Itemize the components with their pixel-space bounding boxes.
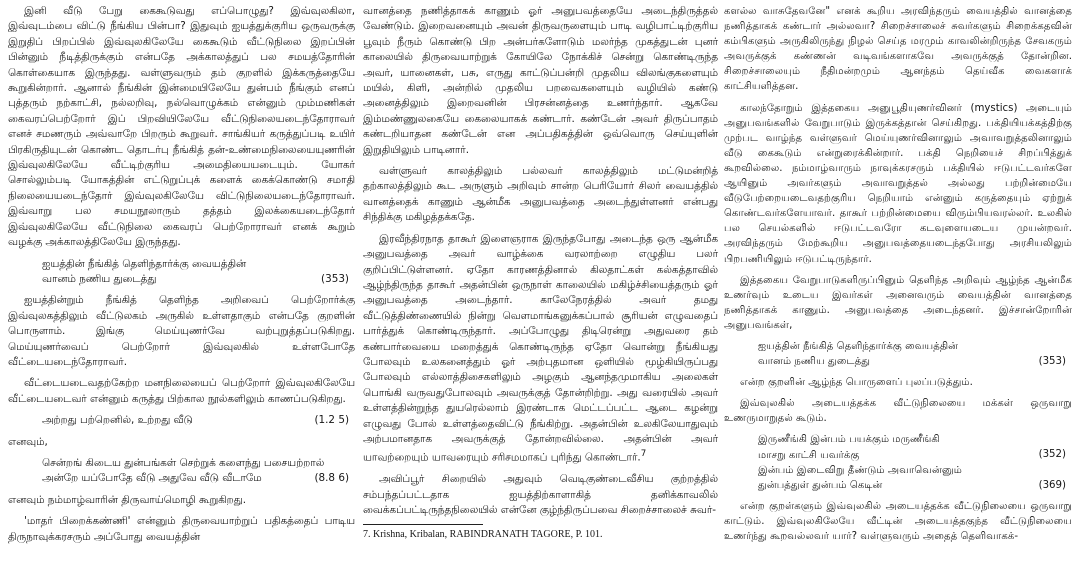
verse-number: (352) — [1038, 449, 1066, 461]
paragraph: வள்ளுவர் காலத்திலும் பல்லவர் காலத்திலும் மட்டுமன்றித் தற்காலத்திலும் கூட அருளும் அறிவும் சான்ற பெரியோர் சிலர் வையத்தில் வானத்தைக் காணும் ஆன்மீக அனுபவத்தை அடைந்துள்ளனர் என்பது சிந்திக்கு மகிழத்தக்கதே. — [363, 165, 718, 224]
paragraph-text: இரவீந்திரநாத தாகூர் இளைஞராக இருந்தபோது அடைந்த ஒரு ஆன்மீக அனுபவத்தை அவர் வாழ்க்கை வரலாற்றை எழுதிய பலர் குறிப்பிட்டுள்ளனர். ஏதோ காரணத்தினால் கிலதாட்கள் கல்கத்தாவில் ஆழ்ந்திருந்த தாகூர் அதன்பின் ஒருநாள் காலையில் மகிழ்ச்சியைத்தரும் ஓர் அனுபவத்தை அடைந்தார். காலேநேரத்தில் அவர் தமது வீட்டுத்திண்ணையில் நின்று வெளமாங்கனுக்கப்பால் சூரியன் எழுவதைப் பார்த்துக் கொண்டிருந்தார். அப்போழுது திடிரென்று அதுவரை தம் கண்பார்வையை மறைத்துக் கொண்டிருந்த ஏதோ வொன்று நீங்கியது போலவும் உலகனைத்தும் ஓர் அற்புதமான ஒளியில் மூழ்கியிருப்பது போலவும் எல்லாத்திசைகளிலும் அழகும் ஆனந்தமுமாகிய அலைகள் பொங்கி வருவதுபோலவும் அவருக்குத் தோன்றிற்று. அது வரையில் அவர் உள்ளத்தின்றுந்த துயரெல்லாம் இரண்டாக மெட்டப்பட்ட ஆடை கழன்று எழுவது போல் உள்ளத்தைவிட்டு நீங்கிற்று. அதன்பின் உலகிலேயாதுவும் அற்பமானதாக அவருக்குத் தோன்றவில்லை. அதன்பின் அவர் யாவற்றையும் யாவரையும் சரிசமமாகப் புரிந்து கொண்டார். — [363, 232, 718, 464]
verse-line: வானம் நணிய துடைத்து — [42, 272, 157, 285]
verse-number: (1.2 5) — [314, 414, 349, 427]
paragraph: வீட்டையடைவதற்கேற்ற மனநிலையைப் பெற்றோர் இவ்வுலகிலேயே வீட்டையடைவர் என்னும் கருத்து பிற்கால நூல்களிலும் காணப்படுகிறது. — [8, 377, 355, 405]
paragraph: 'மாதர் பிறைக்கண்ணி' என்னும் திருவையாற்றுப் பதிகத்தைப் பாடிய திருநாவுக்கரசரும் அப்போது வையத்தின் — [8, 515, 355, 543]
verse-number: (353) — [1038, 355, 1066, 367]
paragraph: என்ற குறள்களும் இவ்வுலகில் அடையத்தக்க வீட்டுநிலையை ஒருவாறு காட்டும். இவ்வுலகிலேயே வீட்டின் அடையத்தகுந்த வீட்டுநிலையை உணர்ந்து கூறவல்லவர் யார்? வள்ளுவரும் அதைத் தெளிவாகக்- — [724, 500, 1072, 542]
verse-block — [724, 432, 1072, 492]
paragraph: அவிப்பூர் சிறையில் அதுவும் வெடிகுண்டைவீசிய குற்றத்தில் சம்பந்தப்பட்டதாக ஐயத்திற்காளாகித் தனிக்காவலில் வைக்கப்பட்டிருந்தநிலையில் என்னே குழ்ந்திருப்பவை சிறைச்சாலைச் சுவர்- — [363, 473, 718, 517]
verse-line: துன்பத்துள் துன்பம் கெடின் — [758, 479, 883, 491]
verse-line: இருணீங்கி இன்பம் பயக்கும் மருணீங்கி — [758, 434, 940, 446]
verse-line: அற்றது பற்றெனில், உற்றது வீடு — [42, 414, 193, 427]
verse-block — [8, 456, 355, 487]
paragraph: இனி வீடு பேறு கைகூடுவது எப்பொழுது? இவ்வுலகிலா, இவ்வுடம்பை விட்டு நீங்கிய பின்பா? இதுவும் ஐயத்துக்குரிய ஒருவருக்கு இறுதிப் பிறப்பில் இவ்வுலகிலேயே கைகூடும் வீட்டுநிலை இறப்பின் பின்னும் நீடித்திருக்கும் என்பதே அக்காலத்துப் பல சமயத்தோரின் கொள்கையாக இருந்தது. வள்ளுவரும் தம் குறளில் இக்கருத்தையே கூறுகின்றார். ஆனால் நீங்கின் இன்மையிலேயே துன்பம் நீங்கும் எனப் புத்தரும் நற்காட்சி, நல்லறிவு, நல்வொழுக்கம் என்னும் மும்மணிகள் கைவரப்பெற்றோர் இப் பிறவியிலேயே வீட்டுநிலையடைந்தோராவர் எனச் சமணரும் அவ்வாறே பிறரும் கூறுவர். சாங்கியர் கருத்துப்படி உயிர் பிரகிருதியுடன் கொண்ட தொடர்பு நீங்கித் தன்-உண்மைநிலையையுணரின் இவ்வுலகிலேயே வீட்டிற்குரிய அமைதியையடையும். யோகர் சொல்லும்படி யோகத்தின் எட்டுறுப்புக் களைக் கைக்கொண்டு சமாதி நிலையையடைந்தோர் இவ்வுலகிலேயே விட்டுநிலையடைந்தோராவர். இவ்வாறு பல சமயநூலாரும் தத்தம் இலக்கையடைந்தோர் இவ்வுலகிலேயே வீட்டுநிலை கைவரப் பெற்றோராவர் எனக் கூறும் வழக்கு அக்காலத்திலேயே இருந்தது. — [8, 5, 355, 249]
footnote-divider — [363, 524, 483, 525]
column-middle — [363, 4, 718, 541]
paragraph: எனவும், — [8, 435, 48, 448]
footnote: 7. Krishna, Kribalan, RABINDRANATH TAGORE, P. 101. — [363, 529, 603, 541]
column-left — [8, 4, 355, 551]
paragraph — [363, 232, 718, 467]
verse-block — [8, 257, 355, 288]
verse-line: மாசறு காட்சி யவர்க்கு — [758, 449, 860, 461]
paragraph: எனவும் நம்மாழ்வாரின் திருவாய்மொழி கூறுகிறது. — [8, 493, 247, 506]
verse-block — [724, 339, 1072, 369]
verse-number: (369) — [1038, 479, 1066, 491]
paragraph: இத்தகைய வேறுபாடுகளிருப்பினும் தெளிந்த அறிவும் ஆழ்ந்த ஆன்மீக உணர்வும் உடைய இவர்கள் அனைவரும் வையத்தின் வானத்தை நணித்தாகக் காணும். அனுபவத்தை அடைந்தனர். இச்சான்றோரின் அனுபவங்கள், — [724, 274, 1072, 331]
paragraph: இவ்வுலகில் அடையத்தக்க வீட்டுநிலையை மக்கள் ஒருவாறு உணருமாறுதல் கூடும். — [724, 398, 1072, 425]
paragraph: காலந்தோறும் இத்தகைய அனுபூதியுணர்வினர் (mystics) அடையும் அனுபவங்களில் வேறுபாடும் இருக்கத்தான் செய்கிறது. பக்தியியக்கத்திற்கு முற்பட வாழ்ந்த வள்ளுவர் மெய்யுணர்வினாலும் அவாவறுத்தலினாலும் வீடு கைகூடும் என்றுரைக்கின்றார். பக்தி நெறியைச் சிறப்பித்துக் கூறவில்லை. நம்மாழ்வாரும் நாவுக்கரசரும் பக்தியில் ஈடுபட்டவர்களே ஆயினும் அவர்களும் அவாவறுத்தல் அல்லது பற்றின்மையே வீடுபேற்றையடைவதற்குரிய நெறியாம் என்னும் கருத்தையும் ஏற்றுக் கொண்டவர்களேயாவர். தாகூர் பற்றின்மையை விரும்பியவரல்லர். உலகில் பல செயல்களில் ஈடுபட்டவரோ கடவுளையடைய முயன்றவர். அரவிந்தரும் மேற்கூறிய அனுபவத்தையடைந்தபோது அரசியலிலும் பிறபணியிலும் ஈடுபட்டிருந்தார். — [724, 102, 1072, 265]
verse-line: சென்றங் கிடைய துன்பங்கள் செற்றுக் களைந்து பசையற்றால் — [42, 456, 325, 469]
verse-number: (353) — [321, 272, 349, 285]
verse-line: ஐயத்தின் நீங்கித் தெளிந்தார்க்கு வையத்தின் — [758, 340, 959, 352]
verse-line: அன்றே யப்போதே வீடு அதுவே வீடு வீடாமே — [42, 472, 262, 485]
verse-line: வானம் நணிய துடைத்து — [758, 356, 871, 368]
paragraph: ஐயத்தின்றும் நீங்கித் தெளிந்த அறிவைப் பெற்றோர்க்கு இவ்வுலகத்திலும் வீட்டுலகம் அருகில் உள்ளதாகும் என்பதே குறளின் பொருளாம். இங்கு மெய்யுணர்வே வற்புறுத்தப்படுகிறது. மெய்யுணர்வைப் பெற்றோர் இவ்வுலகில் உள்ளபோதே வீட்டையடைந்தோராவர். — [8, 294, 355, 368]
paragraph: களல்ல வாசுதேவனே" எனக் கூறிய அரவிந்தரும் வையத்தில் வானத்தை நணித்தாகக் கண்டார் அல்லவா? சிறைச்சாலைச் சுவர்களும் சிறைக்கதவின் கம்பிகளும் அருகிலிருந்து நிழல் செய்த மரமும் காவலின்றிருந்த சேவகரும் அவருக்குக் கண்ணன் வடிவங்களாகவே அவருக்குத் தோன்றின. சிறைச்சாலையும் நீதிமன்றமும் ஆனந்தம் தெய்வீக வைகளாக் காட்சியளித்தன. — [724, 6, 1072, 93]
verse-block — [8, 413, 355, 428]
paragraph: வானத்தை நணித்தாகக் காணும் ஓர் அனுபவத்தையே அடைந்திருத்தல் வேண்டும். இறைவனையும் அவன் திருவருளையும் பாடி வழிபாட்டிற்குரிய பூவும் நீரும் கொண்டு பிற அன்பர்களோடும் மலர்ந்த முகத்துடன் புனர் காலையில் திருவையாற்றுக் கோயிலே நோக்கிச் சென்று கொண்டிருந்த அவர், யானைகள், பசு, எருது காட்டுப்பன்றி முதலிய விலங்குகளையும் மயில், கிளி, அன்றில் முதலிய பறவைகளையும் வழியில் கண்டு அனைத்திலும் இறைவனின் பிரசன்னத்தை உணர்ந்தார். ஆகவே இம்மண்ணுலகையே கைலையாகக் கண்டார். கண்டேன் அவர் திருப்பாதம் கண்டறியாதன கண்டேன் என அப்பதிகத்தின் ஒவ்வொரு செய்யுளின் இறுதியிலும் பாடினார். — [363, 5, 718, 156]
footnote-reference: 7 — [640, 449, 647, 460]
column-right — [724, 4, 1072, 550]
paragraph: என்ற குறளின் ஆழ்ந்த பொருளைப் புலப்படுத்தும். — [740, 377, 973, 389]
verse-number: (8.8 6) — [314, 471, 349, 484]
verse-line: ஐயத்தின் நீங்கித் தெளிந்தார்க்கு வையத்தின் — [42, 257, 247, 270]
verse-line: இன்பம் இடைவிறு தீண்டும் அவாவென்னும் — [758, 464, 962, 476]
